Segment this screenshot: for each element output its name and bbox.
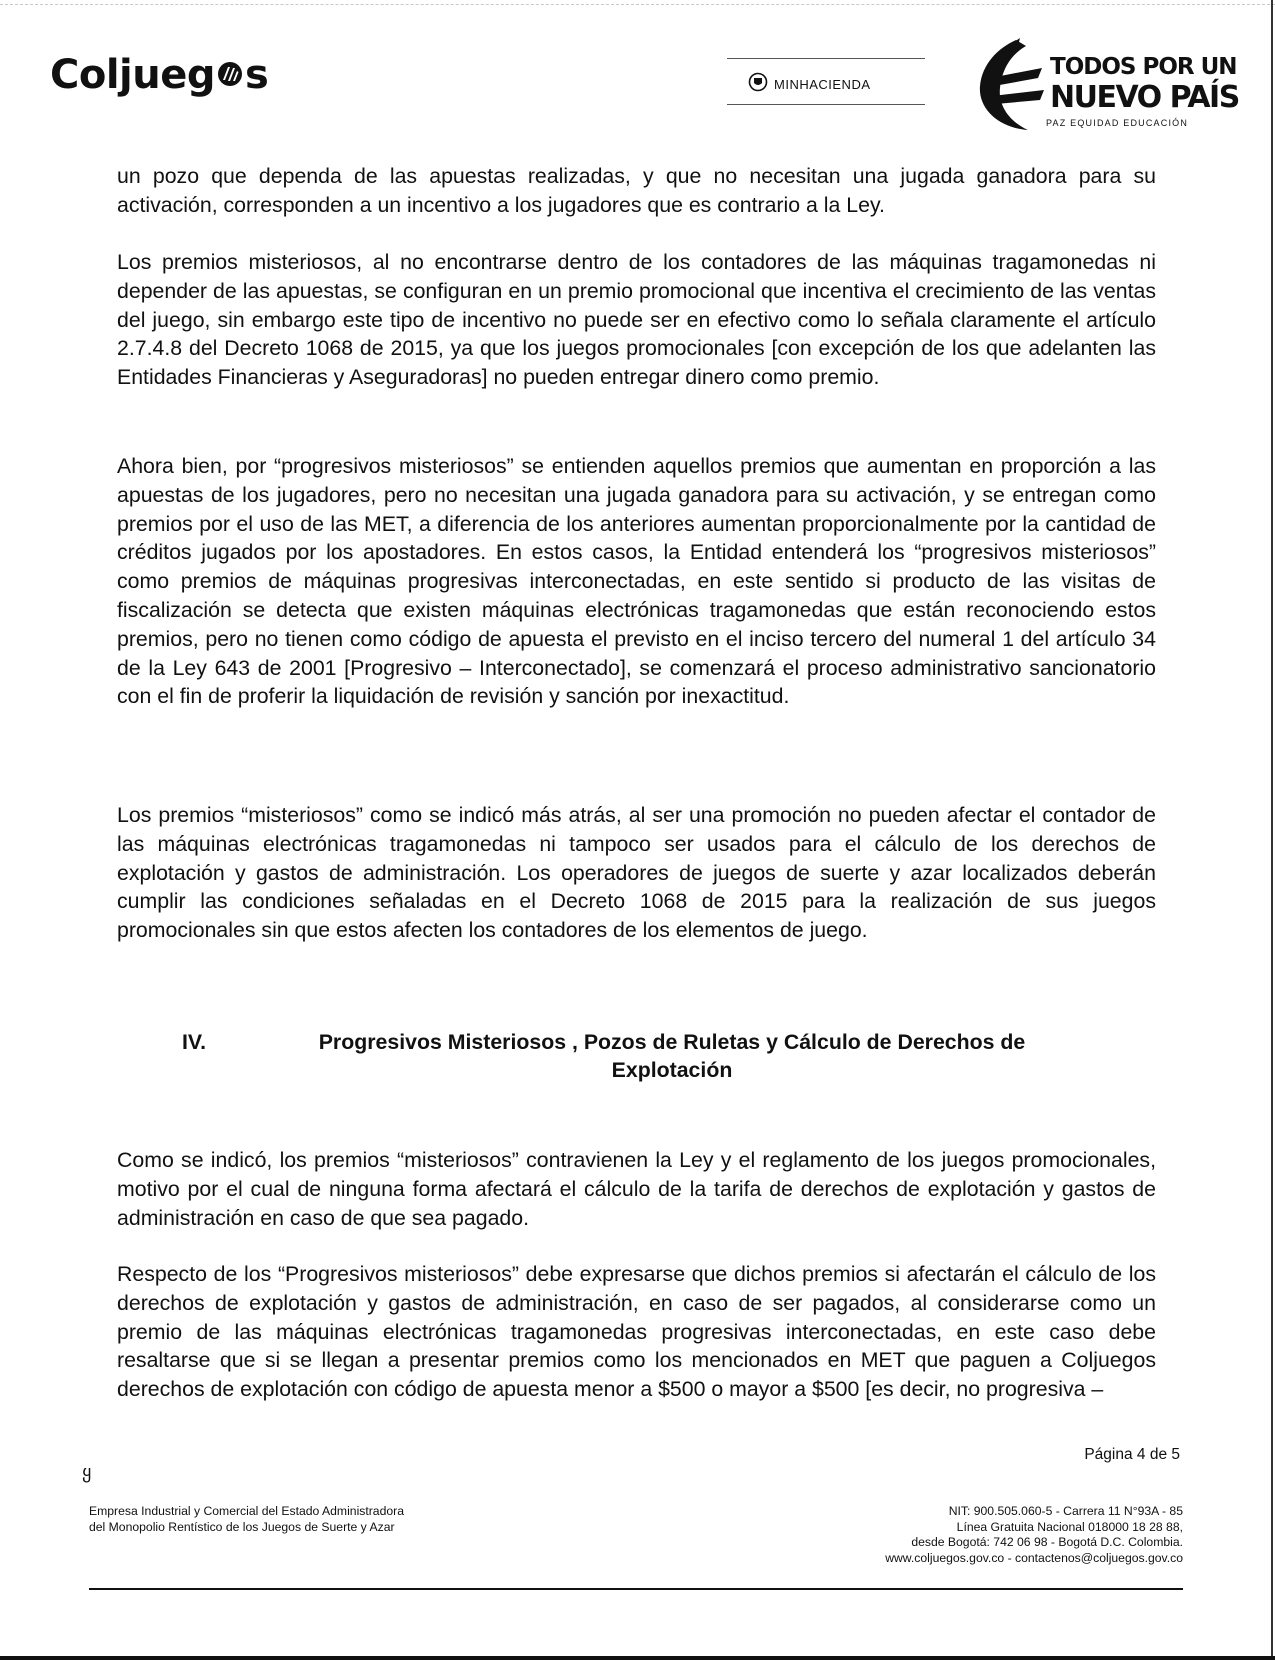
paragraph-1: un pozo que dependa de las apuestas realizadas, y que no necesitan una jugada ganadora para su activación, corresponden a un incentivo a los jugadores que es contrario a la Ley. xyxy=(117,164,1156,217)
paragraph-5: Como se indicó, los premios “misteriosos” contravienen la Ley y el reglamento de los juegos promocionales, motivo por el cual de ninguna forma afectará el cálculo de la tarifa de derechos de explotación y gastos de administración en caso de que sea pagado. xyxy=(117,1148,1156,1230)
handwritten-mark: ყ xyxy=(82,1462,92,1483)
paragraph-2: Los premios misteriosos, al no encontrarse dentro de los contadores de las máquinas tragamonedas ni depender de las apuestas, se configuran en un premio promocional que incentiva el crecimiento de las ventas del juego, sin embargo este tipo de incentivo no puede ser en efectivo como lo señala claramente el artículo 2.7.4.8 del Decreto 1068 de 2015, ya que los juegos promocionales [con excepción de los que adelanten las Entidades Financieras y Aseguradoras] no pueden entregar dinero como premio. xyxy=(117,250,1156,390)
footer-left-line-2: del Monopolio Rentístico de los Juegos de Suerte y Azar xyxy=(89,1519,395,1534)
coat-of-arms-icon xyxy=(748,72,768,97)
minhacienda-logo xyxy=(727,58,925,106)
scan-right-border xyxy=(1271,0,1273,1660)
footer-left-line-1: Empresa Industrial y Comercial del Estado Administradora xyxy=(89,1504,404,1518)
footer-web-email: www.coljuegos.gov.co - contactenos@coljuegos.gov.co xyxy=(885,1550,1183,1565)
section-number: IV. xyxy=(182,1030,207,1054)
coljuegos-logo xyxy=(50,52,268,98)
minhacienda-label: MINHACIENDA xyxy=(774,77,871,92)
minhacienda-top-rule xyxy=(727,58,925,59)
footer-nit-address: NIT: 900.505.060-5 - Carrera 11 N°93A - 85 xyxy=(948,1504,1183,1518)
colombia-brush-icon xyxy=(968,38,1048,134)
scan-top-border xyxy=(0,4,1275,5)
section-title: Progresivos Misteriosos , Pozos de Ruletas y Cálculo de Derechos de Explotación xyxy=(318,1030,1026,1082)
footer-phone-national: Línea Gratuita Nacional 018000 18 28 88, xyxy=(956,1519,1183,1534)
minhacienda-bottom-rule xyxy=(727,104,925,105)
paragraph-6: Respecto de los “Progresivos misteriosos” debe expresarse que dichos premios si afectarán el cálculo de los derechos de explotación y gastos de administración, en caso de ser pagados, al considerarse como un premio de las máquinas electrónicas tragamonedas progresivas interconectadas, en este caso debe resaltarse que si se llegan a presentar premios como los mencionados en MET que paguen a Coljuegos derechos de explotación con código de apuesta menor a $500 o mayor a $500 [es decir, no progresiva – xyxy=(117,1262,1156,1402)
footer-rule xyxy=(89,1588,1183,1590)
slogan-line-2: NUEVO PAÍS xyxy=(1050,80,1239,115)
footer-phone-bogota: desde Bogotá: 742 06 98 - Bogotá D.C. Colombia. xyxy=(911,1535,1183,1549)
scan-bottom-border xyxy=(0,1656,1275,1660)
slogan-line-3: PAZ EQUIDAD EDUCACIÓN xyxy=(1046,118,1189,128)
footer-right xyxy=(885,1504,1183,1566)
footer-left xyxy=(89,1504,404,1535)
logo-text-part1: Coljueg xyxy=(50,52,215,98)
todos-por-un-nuevo-pais-logo xyxy=(968,38,1239,134)
logo-text-part2: s xyxy=(245,52,269,98)
coljuegos-swirl-icon xyxy=(216,52,244,98)
paragraph-3: Ahora bien, por “progresivos misteriosos” se entienden aquellos premios que aumentan en proporción a las apuestas de los jugadores, pero no necesitan una jugada ganadora para su activación, y se entregan como premios por el uso de las MET, a diferencia de los anteriores aumentan proporcionalmente por la cantidad de créditos jugados por los apostadores. En estos casos, la Entidad entenderá los “progresivos misteriosos” como premios de máquinas progresivas interconectadas, en este sentido si producto de las visitas de fiscalización se detecta que existen máquinas electrónicas tragamonedas que están reconociendo estos premios, pero no tienen como código de apuesta el previsto en el inciso tercero del numeral 1 del artículo 34 de la Ley 643 de 2001 [Progresivo – Interconectado], se comenzará el proceso administrativo sancionatorio con el fin de proferir la liquidación de revisión y sanción por inexactitud. xyxy=(117,454,1156,709)
page-number: Página 4 de 5 xyxy=(1084,1446,1180,1463)
paragraph-4: Los premios “misteriosos” como se indicó más atrás, al ser una promoción no pueden afectar el contador de las máquinas electrónicas tragamonedas ni tampoco ser usados para el cálculo de los derechos de explotación y gastos de administración. Los operadores de juegos de suerte y azar localizados deberán cumplir las condiciones señaladas en el Decreto 1068 de 2015 para la realización de sus juegos promocionales sin que estos afecten los contadores de los elementos de juego. xyxy=(117,803,1156,943)
minhacienda-content xyxy=(748,72,871,97)
slogan-line-1: TODOS POR UN xyxy=(1050,54,1237,80)
